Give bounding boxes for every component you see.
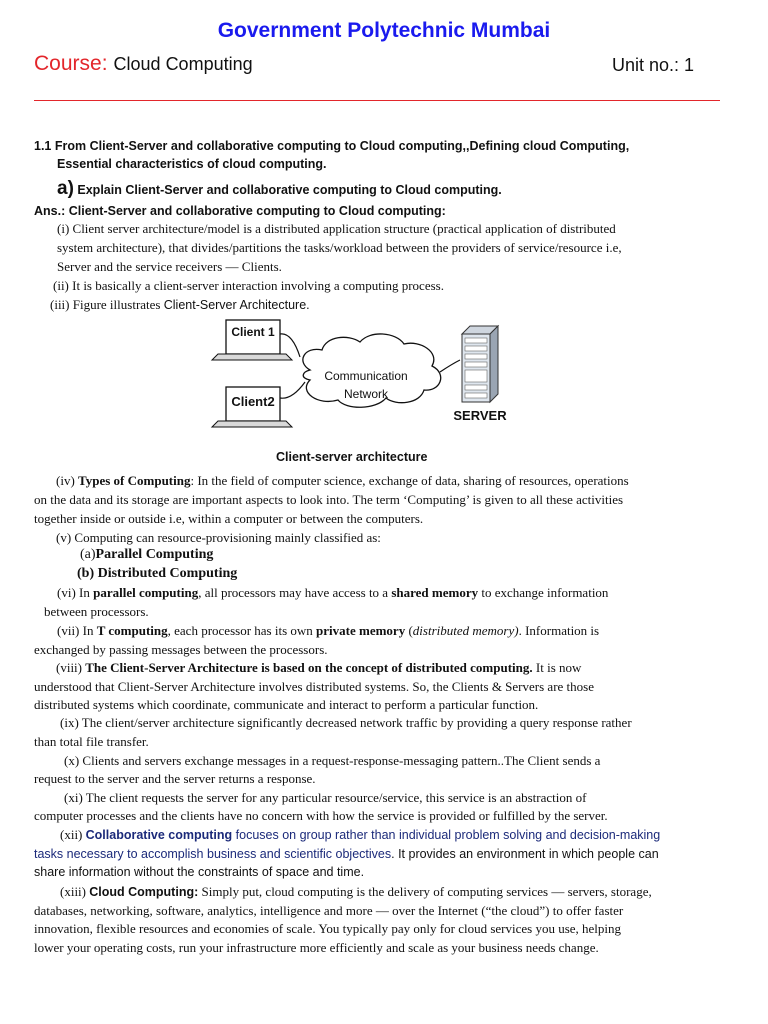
- course-value: Cloud Computing: [113, 54, 253, 74]
- point-viii-line-3: distributed systems which coordinate, communicate and interact to perform a particular function.: [34, 697, 539, 712]
- point-iv-line-2: on the data and its storage are important aspects to look into. The term ‘Computing’ is given to all these activities: [34, 492, 624, 507]
- point-x-line-2: request to the server and the server returns a response.: [34, 771, 316, 786]
- point-iii-ref: Client-Server Architecture.: [163, 298, 310, 312]
- question-word: Explain: [77, 183, 122, 197]
- answer-label: Ans.:: [34, 204, 66, 218]
- header-divider: [34, 100, 720, 101]
- client2-label: Client2: [231, 394, 275, 409]
- point-viii-bold: The Client-Server Architecture is based on the concept of distributed computing.: [85, 660, 533, 675]
- point-vii-term: T computing: [96, 623, 168, 638]
- point-viii-line-2: understood that Client-Server Architecture involves distributed systems. So, the Clients & Servers are those: [34, 679, 594, 694]
- point-vi-term-2: shared memory: [391, 585, 479, 600]
- point-i-line-1: (i) Client server architecture/model is a distributed application structure (practical application of distributed: [57, 221, 616, 236]
- point-xiii-term: Cloud Computing:: [89, 885, 199, 899]
- page-title: Government Polytechnic Mumbai: [217, 19, 551, 42]
- point-vii-text-c: (: [405, 623, 413, 638]
- point-vi-text-b: , all processors may have access to a: [198, 585, 392, 600]
- point-xii-text: focuses on group rather than individual problem solving and decision-making: [232, 828, 661, 842]
- point-x-line-1: (x) Clients and servers exchange messages in a request-response-messaging pattern..The Client sends a: [64, 753, 601, 768]
- connector-server: [440, 360, 460, 372]
- point-v-b: (b) Distributed Computing: [77, 566, 238, 581]
- point-xi-line-2: computer processes and the clients have no concern with how the service is provided or fulfilled by the server.: [34, 808, 608, 823]
- section-heading-line-1: From Client-Server and collaborative computing to Cloud computing,,Defining cloud Computing,: [54, 139, 630, 153]
- course-label: Course:: [34, 52, 108, 75]
- question: [57, 178, 502, 201]
- point-vi-term: parallel computing: [93, 585, 199, 600]
- point-i-line-3: Server and the service receivers — Clients.: [57, 259, 282, 274]
- server-label: SERVER: [453, 408, 507, 423]
- point-ii: (ii) It is basically a client-server interaction involving a computing process.: [53, 278, 444, 293]
- section-number: 1.1: [34, 139, 52, 153]
- point-xii-term: Collaborative computing: [85, 828, 233, 842]
- point-xiii-line-4: lower your operating costs, run your infrastructure more efficiently and scale as your business needs change.: [34, 940, 599, 955]
- point-vii-line-2: exchanged by passing messages between the processors.: [34, 642, 328, 657]
- point-xii-line-3: share information without the constraints of space and time.: [34, 865, 365, 879]
- point-xiii-line-1: [60, 883, 652, 901]
- connector-client2: [280, 382, 305, 398]
- point-xii-line-1: [60, 826, 660, 844]
- server-icon: [462, 326, 498, 402]
- point-vi-text-a: (vi) In: [57, 585, 94, 600]
- point-vii-text-a: (vii) In: [57, 623, 97, 638]
- point-xii-number: (xii): [60, 827, 86, 842]
- point-vii-line-1: [57, 622, 599, 640]
- question-letter: a): [57, 178, 74, 199]
- point-xi-line-1: (xi) The client requests the server for any particular resource/service, this service is an abstraction of: [64, 790, 587, 805]
- point-vi-line-2: between processors.: [44, 604, 149, 619]
- question-text: Client-Server and collaborative computing to Cloud computing.: [125, 183, 502, 197]
- point-vi-line-1: [57, 584, 608, 602]
- answer-title: Client-Server and collaborative computing to Cloud computing:: [68, 204, 446, 218]
- course-row: [34, 52, 734, 80]
- point-iv-line-3: together inside or outside i.e, within a computer or between the computers.: [34, 511, 424, 526]
- point-xiii-number: (xiii): [60, 884, 90, 899]
- point-ix-line-1: (ix) The client/server architecture significantly decreased network traffic by providing a query response rather: [60, 715, 632, 730]
- point-xiii-line-2: databases, networking, software, analytics, intelligence and more — over the Internet (“the cloud”) to offer faster: [34, 903, 624, 918]
- point-ix-line-2: than total file transfer.: [34, 734, 149, 749]
- point-xii-tail: . It provides an environment in which people can: [391, 847, 659, 861]
- point-iv-term: Types of Computing: [78, 473, 191, 488]
- point-v: (v) Computing can resource-provisioning mainly classified as:: [56, 530, 381, 545]
- point-xiii-text: Simply put, cloud computing is the delivery of computing services — servers, storage,: [198, 884, 652, 899]
- point-vi-text-c: to exchange information: [478, 585, 609, 600]
- point-vii-term-2: private memory: [316, 623, 406, 638]
- section-heading: [34, 137, 629, 155]
- point-xii-line-2: [34, 845, 659, 863]
- point-vii-italic: distributed memory): [412, 623, 519, 638]
- point-xiii-line-3: innovation, flexible resources and economies of scale. You typically pay only for cloud services you use, helping: [34, 921, 622, 936]
- point-iv-line-1: [56, 472, 629, 490]
- point-viii-tail: It is now: [532, 660, 582, 675]
- point-v-a: [80, 546, 213, 564]
- point-v-a-text: Parallel Computing: [95, 547, 214, 562]
- point-xii-blue-text: tasks necessary to accomplish business and scientific objectives: [34, 847, 392, 861]
- point-iii-text: (iii) Figure illustrates: [50, 297, 164, 312]
- unit-number: Unit no.: 1: [611, 55, 694, 75]
- point-vii-text-b: , each processor has its own: [167, 623, 317, 638]
- point-v-a-number: (a): [80, 547, 96, 562]
- point-iv-text: : In the field of computer science, exchange of data, sharing of resources, operations: [190, 473, 629, 488]
- client-server-diagram: [200, 312, 530, 432]
- cloud-label-line-2: Network: [343, 387, 389, 401]
- point-i-line-2: system architecture), that divides/partitions the tasks/workload between the providers of service/resource i.e,: [57, 240, 622, 255]
- point-iv-number: (iv): [56, 473, 75, 488]
- cloud-label-line-1: Communication: [324, 369, 408, 383]
- section-heading-line-2: Essential characteristics of cloud computing.: [57, 157, 327, 171]
- point-viii-number: (viii): [56, 660, 86, 675]
- client1-label: Client 1: [231, 325, 275, 339]
- point-viii-line-1: [56, 659, 581, 677]
- figure-caption: Client-server architecture: [276, 450, 428, 464]
- answer-heading: [34, 202, 446, 220]
- point-vii-text-d: . Information is: [518, 623, 600, 638]
